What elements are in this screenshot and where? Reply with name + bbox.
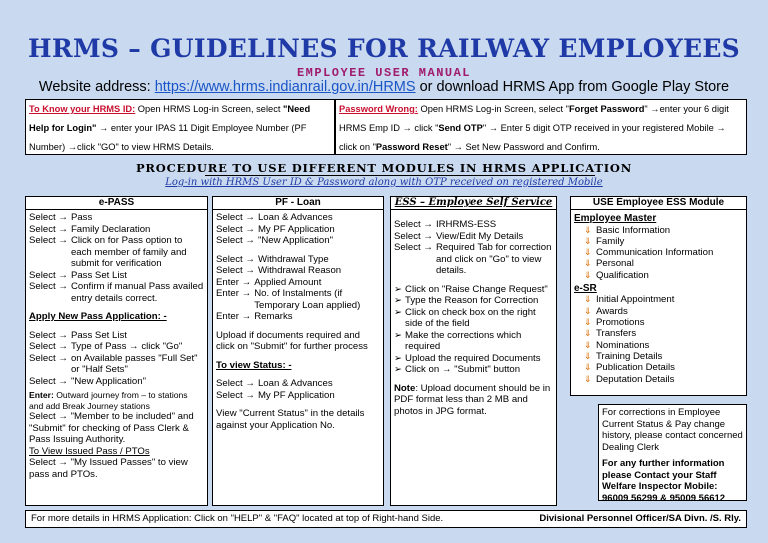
member-included: Select → "Member to be included" and "Submit" for checking of Pass Clerk & Pass Issuing Authority. [29, 411, 194, 445]
epass-step-3 [29, 235, 204, 270]
esr-list [574, 294, 743, 384]
apply-step-action: Select → [29, 375, 68, 387]
procedure-title: PROCEDURE TO USE DIFFERENT MODULES IN HRMS APPLICATION [135, 161, 633, 175]
use-ess-heading: USE Employee ESS Module [571, 197, 746, 210]
down-arrow-bullet-icon: ⇓ [584, 269, 592, 280]
password-text2: " →enter your 6 digit HRMS Emp ID → click " [339, 104, 729, 133]
ess-change-steps [394, 284, 553, 376]
page-title: HRMS – GUIDELINES FOR RAILWAY EMPLOYEES [27, 34, 741, 63]
ess-change-step-text: Make the corrections which required [405, 329, 522, 352]
ess-change-step-text: Click on "Raise Change Request" [405, 283, 548, 295]
employee-master-item-1 [574, 225, 743, 236]
arrow-bullet-icon: ➢ [394, 329, 403, 341]
esr-item-7 [574, 362, 743, 373]
pf-withdrawal-step-text: Withdrawal Reason [257, 265, 342, 276]
ess-change-step-text: Type the Reason for Correction [405, 295, 539, 306]
esr-item-label: Initial Appointment [596, 294, 675, 306]
pf-step-action: Select → [216, 235, 255, 246]
esr-item-2 [574, 306, 743, 317]
down-arrow-bullet-icon: ⇓ [584, 339, 592, 350]
send-otp-text: Send OTP [438, 123, 483, 133]
apply-new-pass-heading: Apply New Pass Application: - [29, 311, 167, 322]
esr-item-8 [574, 374, 743, 385]
footer-bar [25, 510, 747, 528]
down-arrow-bullet-icon: ⇓ [584, 328, 592, 339]
epass-step-text: Click on for Pass option to each member of family and submit for verification [70, 235, 187, 269]
down-arrow-bullet-icon: ⇓ [584, 247, 592, 258]
need-help-text: "Need Help for Login" [29, 104, 311, 133]
down-arrow-bullet-icon: ⇓ [584, 305, 592, 316]
esr-item-label: Training Details [596, 350, 663, 362]
password-text1: Open HRMS Log-in Screen, select " [417, 104, 569, 114]
down-arrow-bullet-icon: ⇓ [584, 373, 592, 384]
password-label: Password Wrong: [339, 104, 418, 114]
apply-step-1 [29, 330, 204, 342]
website-suffix: or download HRMS App from Google Play Store [415, 79, 730, 95]
ess-step-action: Select → [394, 242, 433, 253]
down-arrow-bullet-icon: ⇓ [584, 224, 592, 235]
pf-withdrawal-step-text: Applied Amount [254, 276, 322, 288]
esr-item-label: Promotions [596, 317, 645, 329]
pf-status-step-2 [216, 390, 380, 402]
ess-change-step-3 [394, 307, 553, 330]
ess-change-step-1 [394, 284, 553, 296]
employee-master-item-5 [574, 270, 743, 281]
down-arrow-bullet-icon: ⇓ [584, 294, 592, 305]
contact-text: For any further information please Contact your Staff Welfare Inspector Mobile: 96009 56299 & 95009 56612 [602, 458, 726, 504]
pf-step-text: My PF Application [257, 223, 335, 235]
epass-steps [29, 212, 204, 304]
pf-loan-panel [212, 196, 384, 506]
apply-step-2 [29, 341, 204, 353]
apply-step-action: Select → [29, 329, 68, 341]
use-ess-module-panel [570, 196, 747, 396]
pf-step-text: Loan & Advances [257, 212, 333, 223]
apply-step-text: on Available passes "Full Set" or "Half Sets" [70, 352, 198, 375]
pf-withdrawal-step-text: No. of Instalments (if Temporary Loan applied) [254, 288, 361, 311]
pf-status-step-action: Select → [216, 389, 255, 401]
esr-item-1 [574, 294, 743, 305]
login-note: Log-in with HRMS User ID & Password along with OTP received on registered Mobile [165, 177, 603, 188]
ess-change-step-4 [394, 330, 553, 353]
pf-status-step-action: Select → [216, 378, 255, 389]
pf-view-status-text: View "Current Status" in the details against your Application No. [216, 408, 365, 431]
pf-step-3 [216, 235, 380, 247]
know-id-text2: → enter your IPAS 11 Digit Employee Number (PF Number) →click "GO" to view HRMS Details. [29, 123, 307, 152]
pf-withdrawal-step-text: Withdrawal Type [257, 253, 329, 265]
epass-step-action: Select → [29, 281, 68, 292]
ess-change-step-text: Click on → "Submit" button [405, 364, 521, 375]
password-wrong-box [335, 99, 747, 155]
corrections-text: For corrections in Employee Current Status & Pay change history, please contact concerned Dealing Clerk [602, 407, 743, 453]
employee-master-item-label: Basic Information [596, 224, 671, 236]
employee-master-item-4 [574, 258, 743, 269]
ess-steps [394, 219, 553, 277]
employee-master-item-3 [574, 247, 743, 258]
corrections-box [598, 404, 747, 504]
employee-master-item-label: Personal [596, 258, 634, 270]
website-prefix: Website address: [38, 79, 155, 95]
ess-change-step-2 [394, 295, 553, 307]
footer-help-text: For more details in HRMS Application: Click on "HELP" & "FAQ" located at top of Right-hand Side. [31, 513, 444, 524]
employee-master-item-label: Family [596, 235, 625, 247]
view-issued-pass-heading: To View Issued Pass / PTOs [29, 445, 150, 457]
employee-master-item-2 [574, 236, 743, 247]
pf-step-text: "New Application" [257, 235, 334, 246]
ess-change-step-5 [394, 353, 553, 365]
esr-item-label: Publication Details [596, 362, 675, 374]
esr-item-3 [574, 317, 743, 328]
password-text4: " → Set New Password and Confirm. [447, 142, 600, 152]
ess-heading: ESS – Employee Self Service [391, 197, 556, 210]
down-arrow-bullet-icon: ⇓ [584, 362, 592, 373]
procedure-underline [205, 175, 595, 176]
ess-step-1 [394, 219, 553, 231]
epass-heading: e-PASS [26, 197, 207, 210]
ess-note [394, 383, 553, 418]
pf-status-step-text: My PF Application [257, 389, 335, 401]
pf-withdrawal-step-action: Enter → [216, 276, 252, 288]
note-label: Note [394, 382, 416, 394]
ess-change-step-text: Click on check box on the right side of the field [405, 306, 536, 329]
apply-step-action: Select → [29, 352, 68, 364]
pf-withdrawal-step-1 [216, 254, 380, 266]
down-arrow-bullet-icon: ⇓ [584, 258, 592, 269]
esr-heading: e-SR [574, 282, 597, 294]
arrow-bullet-icon: ➢ [394, 306, 403, 318]
epass-step-text: Pass [70, 212, 93, 223]
password-reset-text: Password Reset [375, 142, 448, 152]
epass-step-action: Select → [29, 212, 68, 223]
apply-step-action: Select → [29, 341, 68, 352]
enter-journey [29, 390, 204, 411]
view-issued-pass-text: Select → "My Issued Passes" to view pass and PTOs. [29, 457, 188, 480]
apply-pass-steps [29, 330, 204, 388]
apply-step-4 [29, 376, 204, 388]
pf-withdrawal-step-action: Select → [216, 265, 255, 276]
enter-label: Enter: [29, 390, 54, 400]
employee-master-list [574, 225, 743, 281]
esr-item-label: Transfers [596, 328, 637, 340]
pf-step-action: Select → [216, 212, 255, 223]
employee-master-heading: Employee Master [574, 213, 657, 224]
pf-withdrawal-step-4 [216, 288, 380, 311]
arrow-bullet-icon: ➢ [394, 283, 403, 295]
esr-item-6 [574, 351, 743, 362]
page-subtitle: EMPLOYEE USER MANUAL [296, 66, 472, 80]
pf-step-2 [216, 224, 380, 236]
pf-steps-2 [216, 254, 380, 323]
epass-panel [25, 196, 208, 506]
pf-status-step-1 [216, 378, 380, 390]
arrow-bullet-icon: ➢ [394, 364, 403, 375]
ess-change-step-6 [394, 364, 553, 376]
ess-panel [390, 196, 557, 506]
pf-loan-heading: PF - Loan [213, 197, 383, 210]
apply-step-text: Pass Set List [70, 329, 127, 341]
ess-step-text: IRHRMS-ESS [435, 219, 497, 230]
esr-item-label: Nominations [596, 339, 650, 351]
know-hrms-id-box [25, 99, 335, 155]
down-arrow-bullet-icon: ⇓ [584, 235, 592, 246]
pf-withdrawal-step-action: Enter → [216, 288, 252, 299]
forget-password-text: Forget Password [568, 104, 645, 114]
apply-step-3 [29, 353, 204, 376]
apply-step-text: "New Application" [70, 375, 147, 387]
website-line [0, 79, 768, 95]
ess-step-3 [394, 242, 553, 277]
esr-item-label: Awards [596, 305, 628, 317]
employee-master-item-label: Communication Information [596, 247, 714, 259]
epass-step-5 [29, 281, 204, 304]
epass-step-4 [29, 270, 204, 282]
password-text3: " → Enter 5 digit OTP received in your registered Mobile → click on " [339, 123, 726, 152]
epass-step-action: Select → [29, 223, 68, 235]
pf-steps-1 [216, 212, 380, 247]
epass-step-text: Family Declaration [70, 223, 151, 235]
esr-item-label: Deputation Details [596, 373, 675, 385]
pf-step-1 [216, 212, 380, 224]
pf-step-action: Select → [216, 223, 255, 235]
down-arrow-bullet-icon: ⇓ [584, 350, 592, 361]
epass-step-1 [29, 212, 204, 224]
website-link[interactable]: https://www.hrms.indianrail.gov.in/HRMS [154, 79, 416, 95]
ess-change-step-text: Upload the required Documents [405, 352, 541, 364]
epass-step-text: Pass Set List [70, 269, 127, 281]
pf-upload-text: Upload if documents required and click on "Submit" for further process [216, 329, 368, 352]
pf-withdrawal-step-text: Remarks [254, 311, 293, 322]
arrow-bullet-icon: ➢ [394, 352, 403, 364]
footer-signature: Divisional Personnel Officer/SA Divn. /S. Rly. [539, 513, 741, 524]
epass-step-action: Select → [29, 269, 68, 281]
note-text: : Upload document should be in PDF format less than 2 MB and photos in JPG format. [394, 382, 551, 417]
epass-step-text: Confirm if manual Pass availed entry details correct. [70, 281, 204, 304]
enter-text: Outward journey from – to stations and add Break Journey stations [29, 390, 188, 411]
epass-step-2 [29, 224, 204, 236]
epass-step-action: Select → [29, 235, 68, 246]
ess-step-action: Select → [394, 219, 433, 230]
employee-master-item-label: Qualification [596, 269, 649, 281]
pf-withdrawal-step-2 [216, 265, 380, 277]
pf-status-step-text: Loan & Advances [257, 378, 333, 389]
view-status-heading: To view Status: - [216, 359, 292, 371]
pf-status-steps [216, 378, 380, 401]
esr-item-5 [574, 340, 743, 351]
know-id-label: To Know your HRMS ID: [29, 104, 136, 114]
esr-item-4 [574, 328, 743, 339]
know-id-text1: Open HRMS Log-in Screen, select [135, 104, 284, 114]
ess-step-action: Select → [394, 230, 433, 242]
pf-withdrawal-step-5 [216, 311, 380, 323]
ess-step-text: Required Tab for correction and click on "Go" to view details. [435, 242, 552, 276]
pf-withdrawal-step-action: Enter → [216, 311, 252, 322]
arrow-bullet-icon: ➢ [394, 295, 403, 306]
apply-step-text: Type of Pass → click "Go" [70, 341, 183, 352]
down-arrow-bullet-icon: ⇓ [584, 317, 592, 328]
pf-withdrawal-step-3 [216, 277, 380, 289]
ess-step-2 [394, 231, 553, 243]
pf-withdrawal-step-action: Select → [216, 253, 255, 265]
ess-step-text: View/Edit My Details [435, 230, 524, 242]
